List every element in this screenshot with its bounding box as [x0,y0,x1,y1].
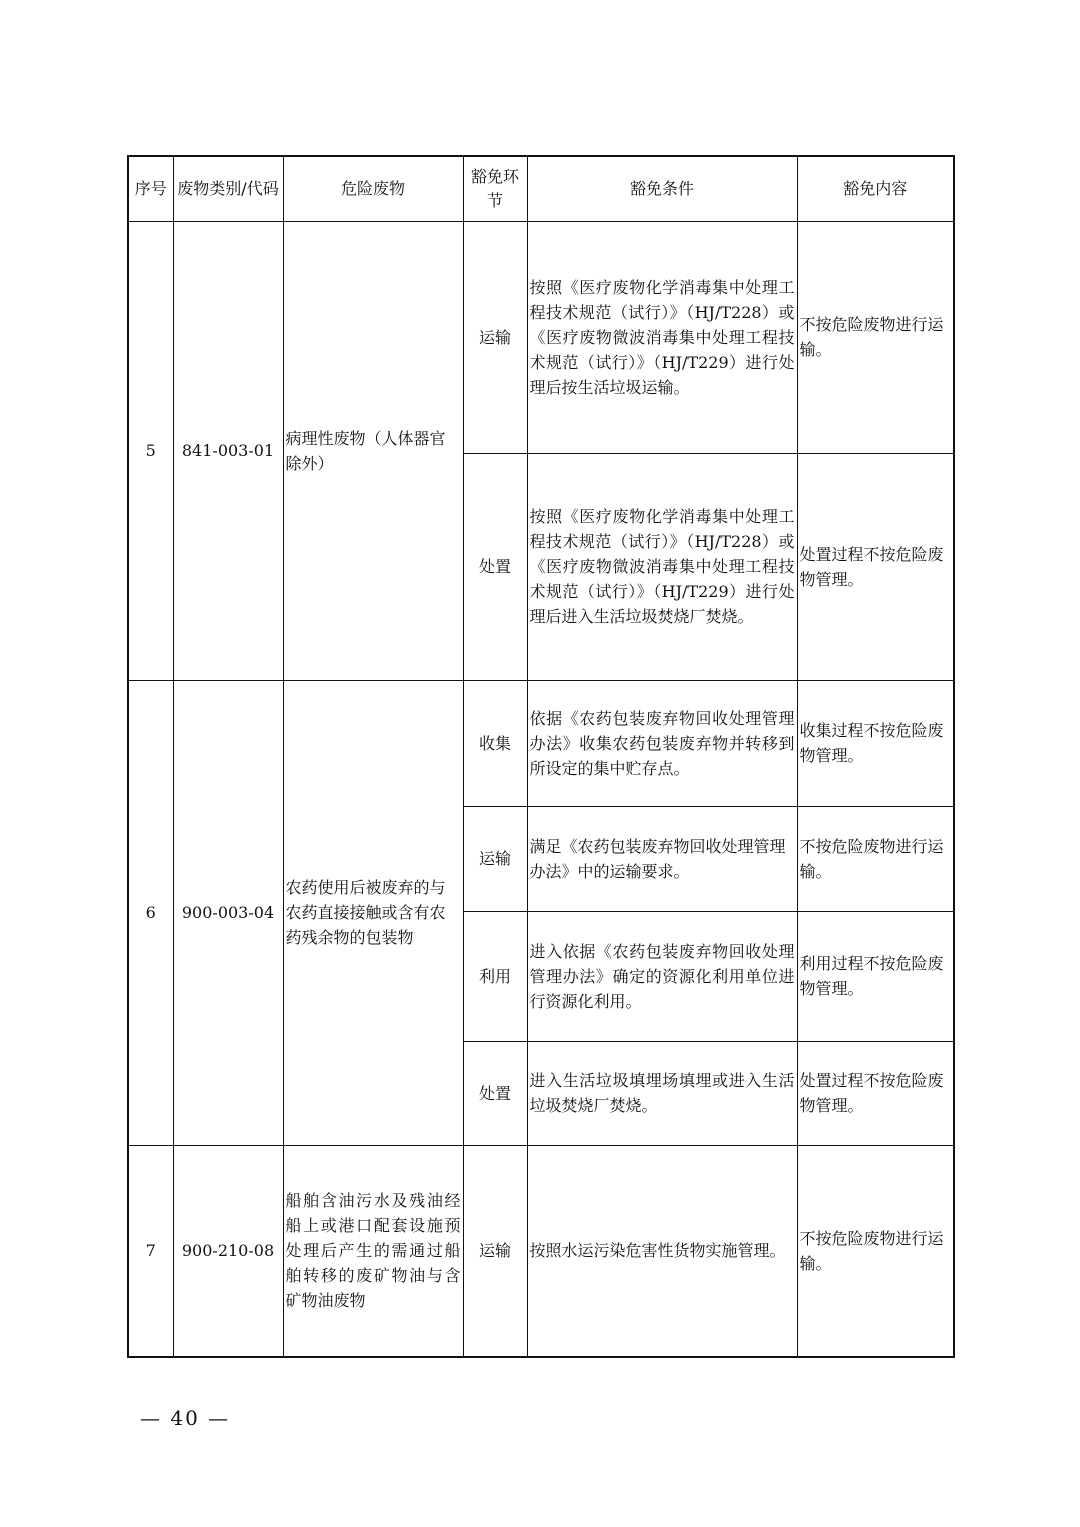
row-condition: 满足《农药包装废弃物回收处理管理办法》中的运输要求。 [527,806,797,911]
row-waste: 病理性废物（人体器官除外） [283,221,463,680]
header-content: 豁免内容 [797,156,954,221]
row-waste: 船舶含油污水及残油经船上或港口配套设施预处理后产生的需通过船舶转移的废矿物油与含矿物油废物 [283,1145,463,1357]
row-content: 不按危险废物进行运输。 [797,1145,954,1357]
row-content: 收集过程不按危险废物管理。 [797,680,954,806]
row-stage: 处置 [463,453,527,680]
table-row [128,221,954,453]
row-waste: 农药使用后被废弃的与农药直接接触或含有农药残余物的包装物 [283,680,463,1145]
row-seq: 7 [128,1145,173,1357]
row-content: 处置过程不按危险废物管理。 [797,453,954,680]
row-content: 利用过程不按危险废物管理。 [797,911,954,1041]
row-content: 不按危险废物进行运输。 [797,221,954,453]
row-seq: 6 [128,680,173,1145]
row-stage: 运输 [463,221,527,453]
row-stage: 处置 [463,1041,527,1145]
row-condition: 进入依据《农药包装废弃物回收处理管理办法》确定的资源化利用单位进行资源化利用。 [527,911,797,1041]
table-header-row [128,156,954,221]
page-number: — 40 — [140,1406,231,1430]
exemption-table [127,155,955,1358]
row-condition: 按照水运污染危害性货物实施管理。 [527,1145,797,1357]
row-condition: 进入生活垃圾填埋场填埋或进入生活垃圾焚烧厂焚烧。 [527,1041,797,1145]
row-stage: 运输 [463,806,527,911]
row-code: 900-003-04 [173,680,283,1145]
row-stage: 运输 [463,1145,527,1357]
table-row [128,1145,954,1357]
row-code: 900-210-08 [173,1145,283,1357]
header-stage: 豁免环节 [463,156,527,221]
row-stage: 利用 [463,911,527,1041]
table-row [128,680,954,806]
row-content: 处置过程不按危险废物管理。 [797,1041,954,1145]
row-condition: 按照《医疗废物化学消毒集中处理工程技术规范（试行）》（HJ/T228）或《医疗废物微波消毒集中处理工程技术规范（试行）》（HJ/T229）进行处理后进入生活垃圾焚烧厂焚烧。 [527,453,797,680]
row-content: 不按危险废物进行运输。 [797,806,954,911]
header-category: 废物类别/代码 [173,156,283,221]
header-seq: 序号 [128,156,173,221]
row-code: 841-003-01 [173,221,283,680]
row-condition: 依据《农药包装废弃物回收处理管理办法》收集农药包装废弃物并转移到所设定的集中贮存点。 [527,680,797,806]
row-condition: 按照《医疗废物化学消毒集中处理工程技术规范（试行）》（HJ/T228）或《医疗废物微波消毒集中处理工程技术规范（试行）》（HJ/T229）进行处理后按生活垃圾运输。 [527,221,797,453]
row-seq: 5 [128,221,173,680]
header-condition: 豁免条件 [527,156,797,221]
header-waste: 危险废物 [283,156,463,221]
row-stage: 收集 [463,680,527,806]
